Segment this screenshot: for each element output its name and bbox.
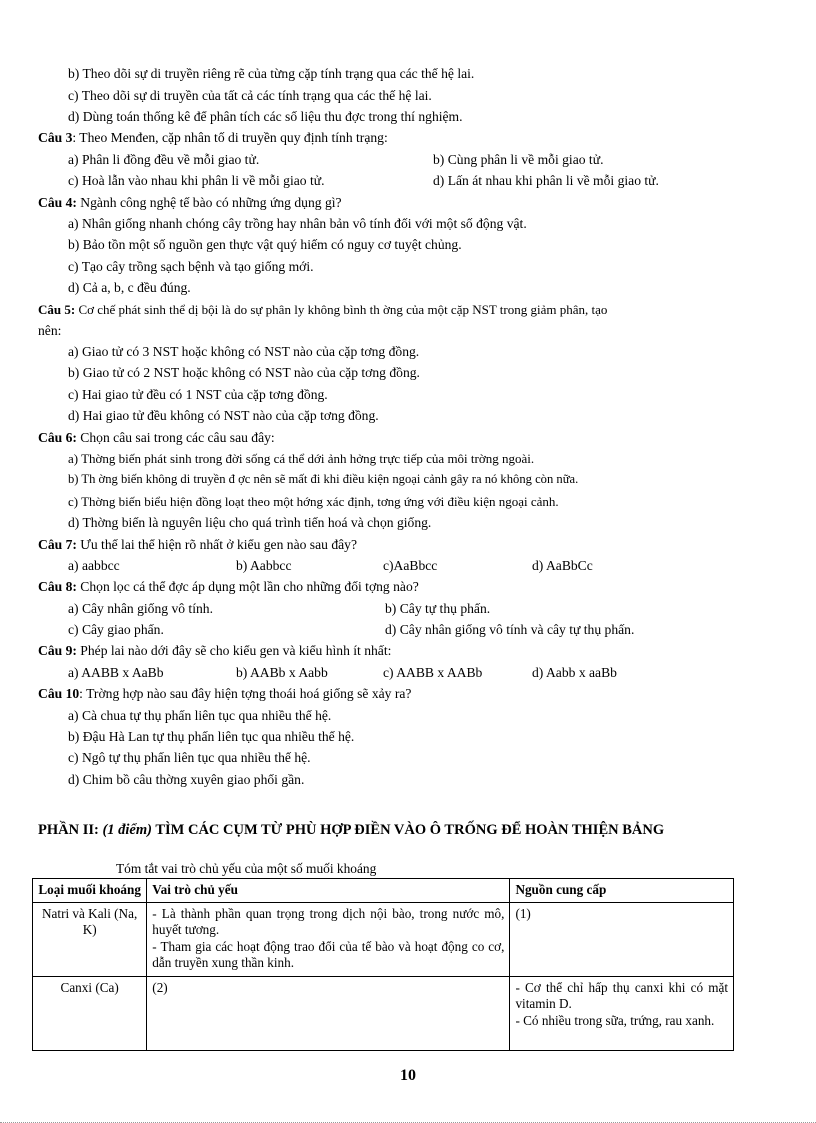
table-caption: Tóm tắt vai trò chủ yếu của một số muối khoáng bbox=[116, 861, 377, 876]
answer-a: a) Cây nhân giống vô tính. bbox=[68, 601, 213, 616]
source-line: - Cơ thể chỉ hấp thụ canxi khi có mặt vitamin D. bbox=[515, 979, 728, 1011]
table-header-row bbox=[33, 879, 734, 903]
answer-b: b) Bảo tồn một số nguồn gen thực vật quý hiếm có nguy cơ tuyệt chủng. bbox=[68, 237, 462, 252]
role-cell[interactable] bbox=[147, 976, 510, 1050]
question-3 bbox=[38, 130, 388, 146]
question-text: Chọn lọc cá thể đợc áp dụng một lần cho những đối tợng nào? bbox=[76, 579, 419, 594]
answer-c: c)AaBbcc bbox=[383, 558, 438, 573]
answer-b: b) Cây tự thụ phấn. bbox=[385, 601, 491, 616]
question-text: Ưu thế lai thể hiện rõ nhất ở kiểu gen nào sau đây? bbox=[76, 537, 357, 552]
question-text: : Trờng hợp nào sau đây hiện tợng thoái hoá giống sẽ xảy ra? bbox=[79, 686, 412, 701]
header-source: Nguồn cung cấp bbox=[510, 879, 734, 903]
answer-a: a) Giao tử có 3 NST hoặc không có NST nào của cặp tơng đồng. bbox=[68, 344, 420, 359]
question-label: Câu 9: bbox=[38, 643, 77, 658]
answer-d: d) Chim bồ câu thờng xuyên giao phối gần. bbox=[68, 772, 305, 787]
answer-b: b) Đậu Hà Lan tự thụ phấn liên tục qua nhiều thế hệ. bbox=[68, 729, 355, 744]
answer-b: b) Aabbcc bbox=[236, 558, 292, 573]
question-label: Câu 8: bbox=[38, 579, 77, 594]
question-text: Ngành công nghệ tế bào có những ứng dụng gì? bbox=[76, 195, 342, 210]
answer-c: c) AABB x AABb bbox=[383, 665, 483, 680]
question-label: Câu 10 bbox=[38, 686, 80, 701]
question-label: Câu 7: bbox=[38, 537, 77, 552]
question-4 bbox=[38, 195, 342, 211]
question-8 bbox=[38, 579, 419, 595]
question-label: Câu 5: bbox=[38, 302, 76, 317]
answer-d: d) AaBbCc bbox=[532, 558, 593, 573]
answer-c: c) Thờng biến biểu hiện đồng loạt theo một hớng xác định, tơng ứng với điều kiện ngoại cảnh. bbox=[68, 494, 559, 509]
question-text: Chọn câu sai trong các câu sau đây: bbox=[76, 430, 275, 445]
mineral-cell: Natri và Kali (Na, K) bbox=[33, 902, 147, 976]
answer-b: b) Th ờng biến không di truyền đ ợc nên sẽ mất đi khi điều kiện ngoại cảnh gây ra nó không còn nữa. bbox=[68, 472, 579, 486]
question-text: : Theo Menđen, cặp nhân tố di truyền quy định tính trạng: bbox=[72, 130, 388, 145]
header-mineral: Loại muối khoáng bbox=[33, 879, 147, 903]
answer-b: b) Cùng phân li về mỗi giao tử. bbox=[433, 152, 604, 167]
answer-a: a) Phân li đồng đều về mỗi giao tử. bbox=[68, 152, 260, 167]
answer-a: a) AABB x AaBb bbox=[68, 665, 164, 680]
table-row bbox=[33, 902, 734, 976]
part-2-points: (1 điểm) bbox=[102, 822, 152, 838]
source-line: - Có nhiều trong sữa, trứng, rau xanh. bbox=[515, 1012, 715, 1028]
answer-c: c) Hai giao tử đều có 1 NST của cặp tơng đồng. bbox=[68, 387, 328, 402]
answer-d: d) Thờng biến là nguyên liệu cho quá trình tiến hoá và chọn giống. bbox=[68, 515, 432, 530]
question-10 bbox=[38, 686, 411, 702]
question-text: Cơ chế phát sinh thể dị bội là do sự phân ly không bình th ờng của một cặp NST trong giảm phân, tạo bbox=[75, 302, 608, 317]
answer-b: b) Giao tử có 2 NST hoặc không có NST nào của cặp tơng đồng. bbox=[68, 365, 420, 380]
role-cell bbox=[147, 902, 510, 976]
question-text-cont: nên: bbox=[38, 323, 62, 338]
answer-d: d) Cả a, b, c đều đúng. bbox=[68, 280, 191, 295]
page-number: 10 bbox=[400, 1067, 416, 1084]
question-text: Phép lai nào dới đây sẽ cho kiểu gen và kiểu hình ít nhất: bbox=[76, 643, 392, 658]
source-cell bbox=[510, 976, 734, 1050]
question-5 bbox=[38, 302, 607, 318]
answer-a: a) Nhân giống nhanh chóng cây trồng hay nhân bản vô tính đối với một số động vật. bbox=[68, 216, 527, 231]
answer-b: b) AABb x Aabb bbox=[236, 665, 328, 680]
answer-d: d) Hai giao tử đều không có NST nào của cặp tơng đồng. bbox=[68, 408, 379, 423]
answer-c: c) Hoà lẫn vào nhau khi phân li về mỗi giao tử. bbox=[68, 173, 325, 188]
answer-c: c) Cây giao phấn. bbox=[68, 622, 164, 637]
question-6 bbox=[38, 430, 275, 446]
answer-c: c) Ngô tự thụ phấn liên tục qua nhiều thế hệ. bbox=[68, 750, 311, 765]
part-2-heading bbox=[38, 821, 778, 839]
question-7 bbox=[38, 537, 357, 553]
question-label: Câu 3 bbox=[38, 130, 73, 145]
part-2-title: TÌM CÁC CỤM TỪ PHÙ HỢP ĐIỀN VÀO Ô TRỐNG ĐỂ HOÀN THIỆN BẢNG bbox=[151, 822, 665, 838]
question-label: Câu 4: bbox=[38, 195, 77, 210]
role-line: (2) bbox=[152, 979, 168, 995]
answer-a: a) Cà chua tự thụ phấn liên tục qua nhiều thế hệ. bbox=[68, 708, 332, 723]
option-line: b) Theo dõi sự di truyền riêng rẽ của từng cặp tính trạng qua các thế hệ lai. bbox=[68, 66, 475, 81]
table-row bbox=[33, 976, 734, 1050]
role-line: - Tham gia các hoạt động trao đổi của tế bào và hoạt động co cơ, dẫn truyền xung thần kinh. bbox=[152, 938, 505, 970]
mineral-cell: Canxi (Ca) bbox=[33, 976, 147, 1050]
answer-d: d) Cây nhân giống vô tính và cây tự thụ phấn. bbox=[385, 622, 635, 637]
source-line: (1) bbox=[515, 905, 531, 921]
minerals-table bbox=[32, 878, 734, 1051]
answer-c: c) Tạo cây trồng sạch bệnh và tạo giống mới. bbox=[68, 259, 314, 274]
option-line: d) Dùng toán thống kê để phân tích các số liệu thu đợc trong thí nghiệm. bbox=[68, 109, 463, 124]
answer-a: a) Thờng biến phát sinh trong đời sống cá thể dới ảnh hởng trực tiếp của môi trờng ngoài. bbox=[68, 451, 535, 466]
question-9 bbox=[38, 643, 391, 659]
answer-d: d) Aabb x aaBb bbox=[532, 665, 617, 680]
header-role: Vai trò chủ yếu bbox=[147, 879, 510, 903]
question-label: Câu 6: bbox=[38, 430, 77, 445]
source-cell[interactable] bbox=[510, 902, 734, 976]
option-line: c) Theo dõi sự di truyền của tất cả các tính trạng qua các thế hệ lai. bbox=[68, 88, 432, 103]
answer-d: d) Lấn át nhau khi phân li về mỗi giao tử. bbox=[433, 173, 659, 188]
part-2-prefix: PHẦN II: bbox=[38, 822, 103, 838]
role-line: - Là thành phần quan trọng trong dịch nội bào, trong nước mô, huyết tương. bbox=[152, 905, 505, 937]
answer-a: a) aabbcc bbox=[68, 558, 120, 573]
